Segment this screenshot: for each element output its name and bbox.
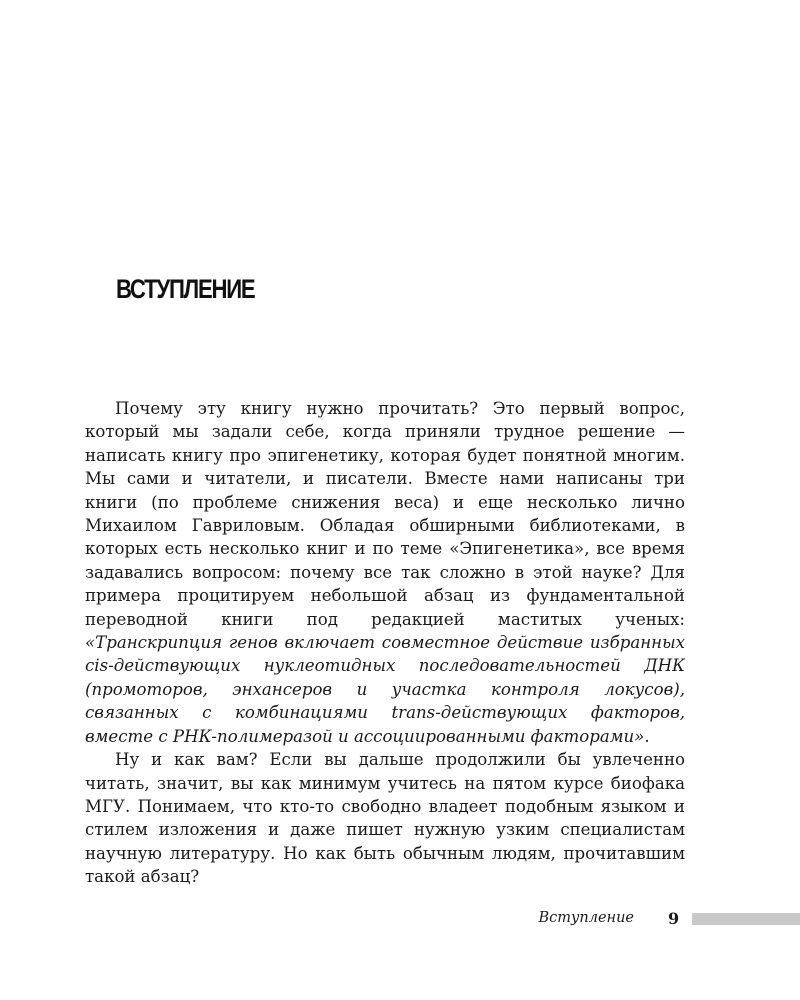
chapter-title: ВСТУПЛЕНИЕ: [116, 274, 255, 304]
page-edge-bar: [692, 913, 800, 925]
body-text: [85, 397, 685, 889]
running-head: Вступление: [538, 910, 634, 926]
paragraph-1-intro: Почему эту книгу нужно прочитать? Это первый вопрос, который мы задали себе, когда приняли трудное решение — написать книгу про эпигенетику, которая будет понятной многим. Мы сами и читатели, и писатели. Вместе нами написаны три книги (по проблеме снижения веса) и еще несколько лично Михаилом Гавриловым. Обладая обширными библиотеками, в которых есть несколько книг и по теме «Эпигенетика», все время задавались вопросом: почему все так сложно в этой науке? Для примера процитируем небольшой абзац из фундаментальной переводной книги под редакцией маститых ученых:: [85, 399, 685, 629]
page-number: 9: [668, 909, 680, 928]
paragraph-1: [85, 397, 685, 748]
page-footer: [0, 908, 800, 932]
paragraph-1-tail: .: [644, 726, 650, 746]
paragraph-2: Ну и как вам? Если вы дальше продолжили бы увлеченно читать, значит, вы как минимум учитесь на пятом курсе биофака МГУ. Понимаем, что кто-то свободно владеет подобным языком и стилем изложения и даже пишет нужную узким специалистам научную литературу. Но как быть обычным людям, прочитавшим такой абзац?: [85, 750, 685, 887]
citation-quote: «Транскрипция генов включает совместное действие избранных cis-действующих нуклеотидных последовательностей ДНК (промоторов, энхансеров и участка контроля локусов), связанных с комбинациями trans-действующих факторов, вместе с РНК-полимеразой и ассоциированными факторами»: [85, 633, 685, 746]
